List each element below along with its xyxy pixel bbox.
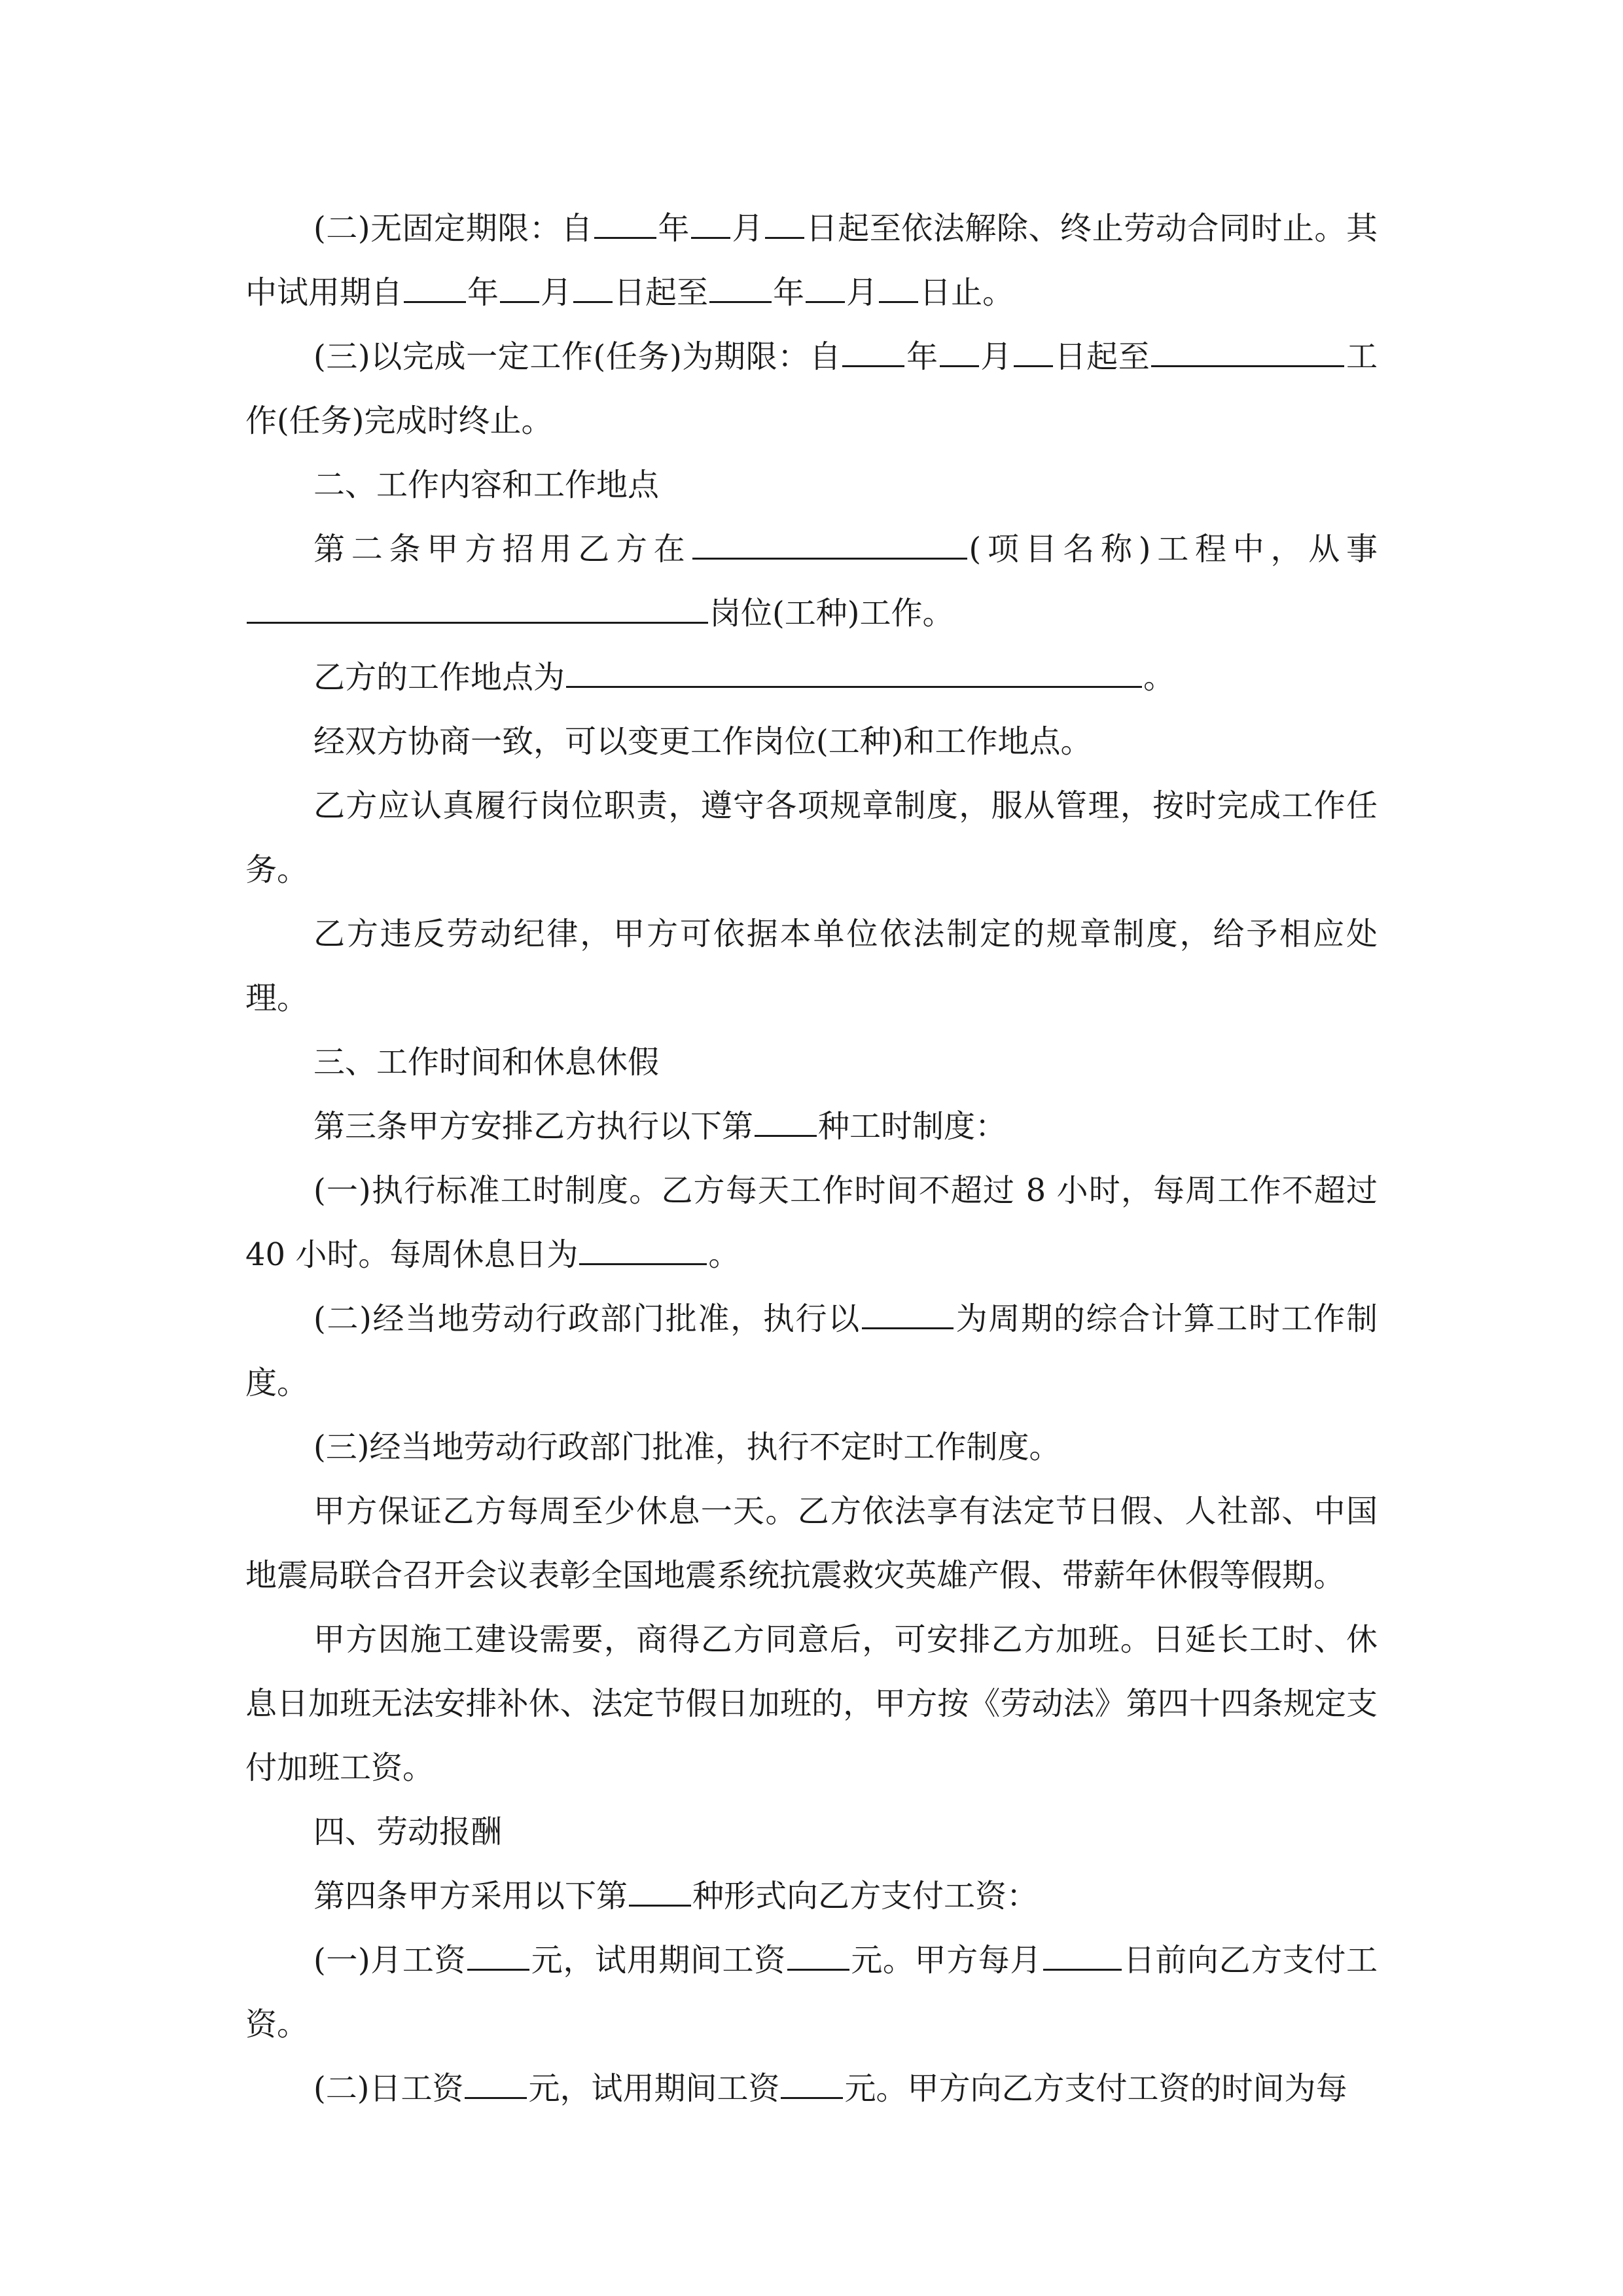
paragraph-overtime: 甲方因施工建设需要，商得乙方同意后，可安排乙方加班。日延长工时、休息日加班无法安排补休、法定节假日加班的，甲方按《劳动法》第四十四条规定支付加班工资。	[245, 1621, 1378, 1786]
blank-line	[1151, 338, 1344, 367]
blank-line	[879, 274, 918, 303]
blank-line	[629, 1877, 691, 1907]
blank-line	[691, 209, 730, 239]
blank-line	[765, 209, 804, 239]
section-heading-work-hours: 三、工作时间和休息休假	[313, 1044, 660, 1081]
blank-line	[1014, 338, 1053, 367]
blank-line	[594, 209, 656, 239]
blank-line	[709, 274, 772, 303]
blank-line	[247, 594, 708, 624]
paragraph-discipline: 乙方违反劳动纪律，甲方可依据本单位依法制定的规章制度，给予相应处理。	[245, 916, 1378, 1016]
blank-line	[579, 1236, 707, 1265]
paragraph-article-two: 第二条甲方招用乙方在 (项目名称)工程中，从事岗位(工种)工作。	[245, 517, 1378, 645]
paragraph-article-three: 第三条甲方安排乙方执行以下第 种工时制度：	[313, 1108, 1007, 1145]
blank-line	[467, 1941, 529, 1971]
paragraph-unfixed-term: (二)无固定期限：自 年 月 日起至依法解除、终止劳动合同时止。其中试用期自 年 月 日起至 年 月 日止。	[245, 210, 1378, 311]
blank-line	[787, 1941, 849, 1971]
blank-line	[465, 2070, 527, 2099]
paragraph-duties: 乙方应认真履行岗位职责，遵守各项规章制度，服从管理，按时完成工作任务。	[245, 787, 1378, 888]
paragraph-task-term: (三)以完成一定工作(任务)为期限：自 年 月 日起至 工作(任务)完成时终止。	[245, 338, 1378, 439]
paragraph-work-location: 乙方的工作地点为 。	[313, 659, 1175, 696]
blank-line	[566, 658, 1142, 688]
blank-line	[940, 338, 979, 367]
section-heading-remuneration: 四、劳动报酬	[313, 1814, 503, 1850]
contract-body	[245, 196, 1378, 2121]
blank-line	[806, 274, 845, 303]
blank-line	[862, 1300, 954, 1329]
blank-line	[781, 2070, 843, 2099]
blank-line	[755, 1107, 817, 1137]
paragraph-monthly-wage: (一)月工资 元，试用期间工资 元。甲方每月 日前向乙方支付工资。	[245, 1942, 1378, 2043]
blank-line	[573, 274, 613, 303]
blank-line	[1043, 1941, 1122, 1971]
blank-line	[692, 530, 967, 560]
paragraph-standard-hours: (一)执行标准工时制度。乙方每天工作时间不超过 8 小时，每周工作不超过 40 小时。每周休息日为 。	[245, 1172, 1378, 1273]
blank-line	[842, 338, 904, 367]
blank-line	[404, 274, 466, 303]
section-heading-work-content: 二、工作内容和工作地点	[313, 467, 660, 503]
paragraph-article-four: 第四条甲方采用以下第 种形式向乙方支付工资：	[313, 1878, 1039, 1914]
paragraph-rest-days: 甲方保证乙方每周至少休息一天。乙方依法享有法定节日假、人社部、中国地震局联合召开会议表彰全国地震系统抗震救灾英雄产假、带薪年休假等假期。	[245, 1493, 1378, 1594]
blank-line	[500, 274, 539, 303]
paragraph-change-post: 经双方协商一致，可以变更工作岗位(工种)和工作地点。	[313, 723, 1092, 760]
paragraph-comprehensive-hours: (二)经当地劳动行政部门批准，执行以 为周期的综合计算工时工作制度。	[245, 1300, 1378, 1401]
paragraph-daily-wage: (二)日工资 元，试用期间工资 元。甲方向乙方支付工资的时间为每	[313, 2070, 1347, 2107]
paragraph-irregular-hours: (三)经当地劳动行政部门批准，执行不定时工作制度。	[313, 1429, 1061, 1465]
